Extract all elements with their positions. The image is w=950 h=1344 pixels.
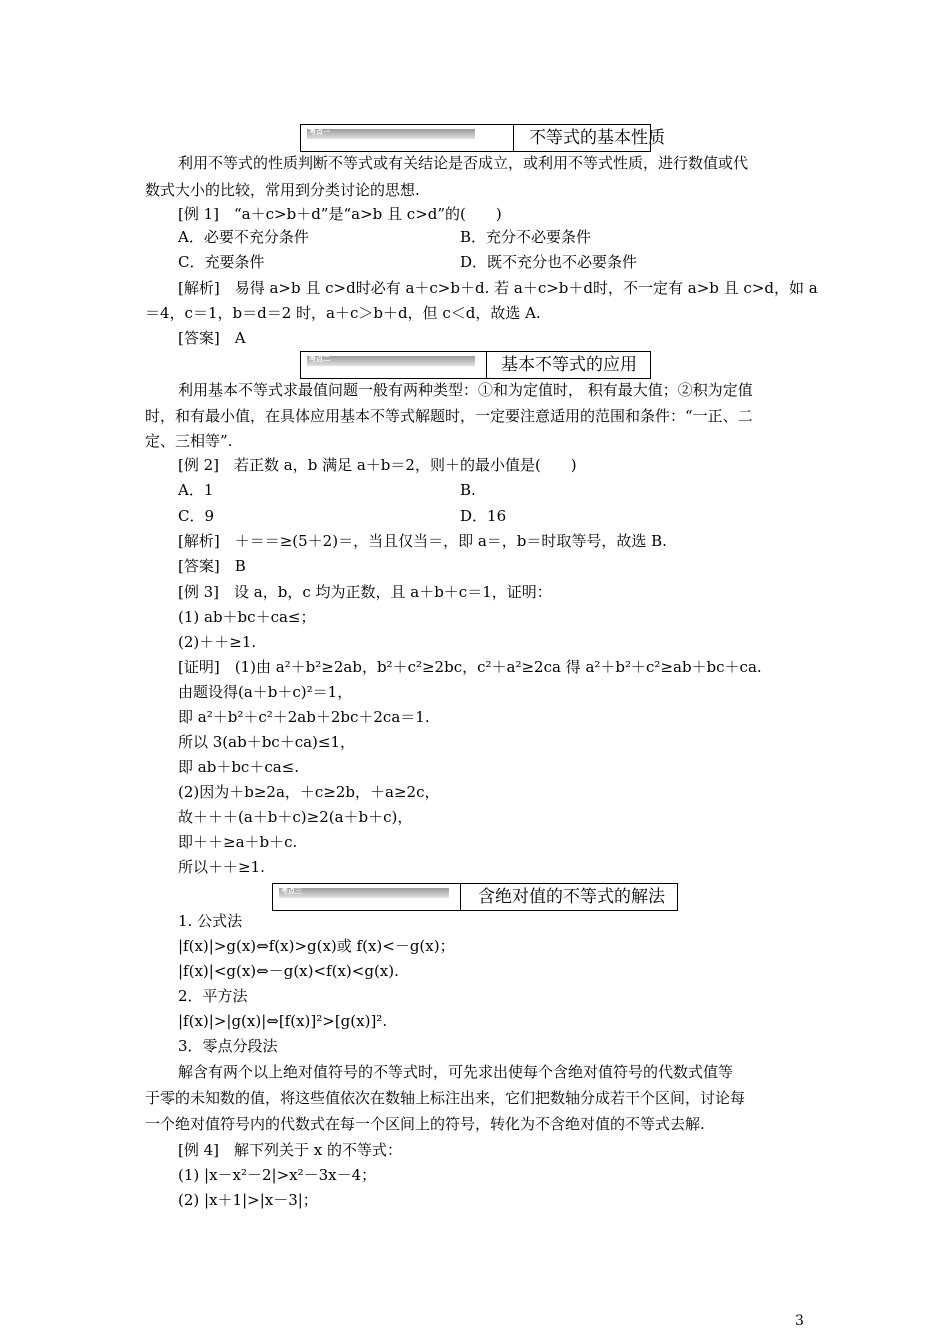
subheading: 3．零点分段法 — [178, 1037, 278, 1055]
example-3-part-1: (1) ab＋bc＋ca≤； — [178, 608, 316, 626]
proof: 故＋＋＋(a＋b＋c)≥2(a＋b＋c)， — [178, 808, 413, 826]
option-d: D．16 — [460, 507, 507, 525]
proof: 即＋＋≥a＋b＋c. — [178, 833, 298, 851]
example-4-part-1: (1) |x－x²－2|>x²－3x－4； — [178, 1166, 377, 1184]
example-3: [例 3] 设 a，b，c 均为正数，且 a＋b＋c＝1，证明： — [178, 583, 552, 601]
solution: [解析] ＋＝＝≥(5＋2)＝，当且仅当＝，即 a＝，b＝时取等号，故选 B. — [178, 532, 667, 550]
subheading: 1. 公式法 — [178, 912, 243, 930]
solution: [解析] 易得 a>b 且 c>d时必有 a＋c>b＋d. 若 a＋c>b＋d时，不一定有 a>b 且 c>d，如 a — [178, 279, 818, 297]
option-a: A．必要不充分条件 — [178, 228, 309, 246]
paragraph: 于零的未知数的值，将这些值依次在数轴上标注出来，它们把数轴分成若干个区间，讨论每 — [145, 1089, 746, 1107]
section-title: 基本不等式的应用 — [501, 355, 637, 375]
example-4-part-2: (2) |x＋1|>|x－3|； — [178, 1191, 318, 1209]
section-header-1 — [300, 124, 665, 152]
formula: |f(x)|<g(x)⇔－g(x)<f(x)<g(x). — [178, 962, 399, 980]
proof: 由题设得(a＋b＋c)²＝1， — [178, 683, 353, 701]
paragraph: 解含有两个以上绝对值符号的不等式时，可先求出使每个含绝对值符号的代数式值等 — [178, 1063, 734, 1081]
proof: 即 ab＋bc＋ca≤. — [178, 758, 299, 776]
option-d: D．既不充分也不必要条件 — [460, 253, 638, 271]
paragraph: 利用不等式的性质判断不等式或有关结论是否成立，或利用不等式性质，进行数值或代 — [178, 154, 749, 172]
section-header-2 — [300, 351, 651, 379]
formula: |f(x)|>|g(x)|⇔[f(x)]²>[g(x)]². — [178, 1012, 388, 1030]
example-2: [例 2] 若正数 a，b 满足 a＋b＝2，则＋的最小值是( ) — [178, 456, 577, 474]
paragraph: 时，和有最小值，在具体应用基本不等式解题时，一定要注意适用的范围和条件：“一正、二 — [145, 407, 753, 425]
page-number: 3 — [795, 1313, 804, 1329]
section-header-3 — [272, 883, 678, 911]
formula: |f(x)|>g(x)⇔f(x)>g(x)或 f(x)<－g(x)； — [178, 937, 455, 955]
option-c: C．充要条件 — [178, 253, 265, 271]
proof: [证明] (1)由 a²＋b²≥2ab，b²＋c²≥2bc，c²＋a²≥2ca 得 a²＋b²＋c²≥ab＋bc＋ca. — [178, 658, 762, 676]
proof: 所以＋＋≥1. — [178, 858, 265, 876]
paragraph: 定、三相等”. — [145, 432, 233, 450]
section-tag-badge — [279, 888, 449, 898]
section-title: 不等式的基本性质 — [529, 128, 665, 148]
paragraph: 数式大小的比较，常用到分类讨论的思想. — [145, 181, 420, 199]
section-tag-badge — [307, 356, 475, 366]
example-4: [例 4] 解下列关于 x 的不等式： — [178, 1141, 403, 1159]
option-c: C．9 — [178, 507, 215, 525]
section-tag-badge — [307, 129, 475, 139]
section-tag-label: 考点二 — [309, 355, 330, 363]
proof: (2)因为＋b≥2a，＋c≥2b，＋a≥2c， — [178, 783, 440, 801]
section-tag-label: 考点一 — [309, 128, 330, 136]
example-3-part-2: (2)＋＋≥1. — [178, 633, 257, 651]
paragraph: 一个绝对值符号内的代数式在每一个区间上的符号，转化为不含绝对值的不等式去解. — [145, 1115, 705, 1133]
paragraph: 利用基本不等式求最值问题一般有两种类型：①和为定值时， 积有最大值；②积为定值 — [178, 381, 753, 399]
option-b: B. — [460, 481, 476, 499]
proof: 所以 3(ab＋bc＋ca)≤1， — [178, 733, 356, 751]
proof: 即 a²＋b²＋c²＋2ab＋2bc＋2ca＝1. — [178, 708, 430, 726]
subheading: 2．平方法 — [178, 987, 248, 1005]
option-b: B．充分不必要条件 — [460, 228, 592, 246]
answer: [答案] A — [178, 329, 246, 347]
section-title: 含绝对值的不等式的解法 — [478, 887, 665, 907]
section-tag-label: 考点三 — [281, 887, 302, 895]
example-1: [例 1] “a＋c>b＋d”是“a>b 且 c>d”的( ) — [178, 205, 502, 223]
solution: ＝4，c＝1，b＝d＝2 时，a＋c＞b＋d，但 c＜d，故选 A. — [145, 304, 541, 322]
answer: [答案] B — [178, 557, 246, 575]
option-a: A．1 — [178, 481, 214, 499]
